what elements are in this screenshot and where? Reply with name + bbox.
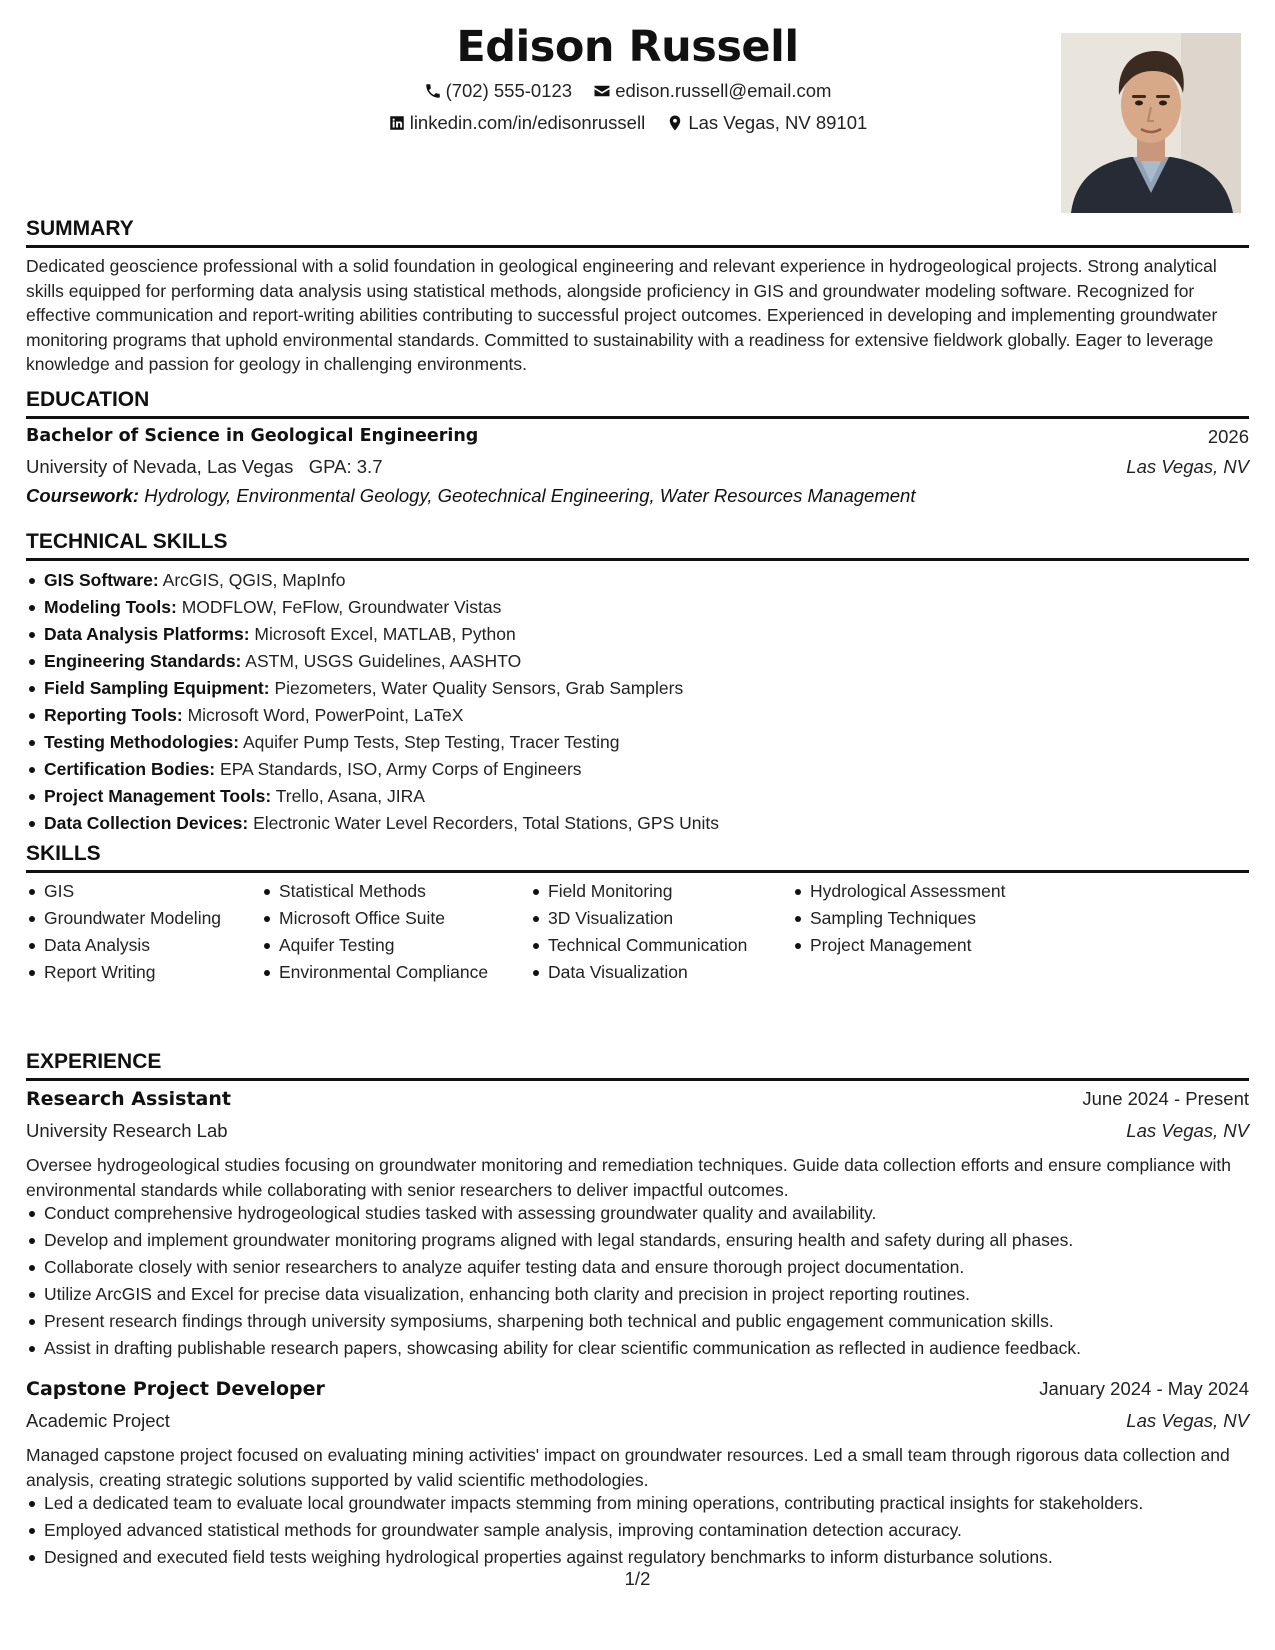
candidate-name: Edison Russell bbox=[456, 22, 799, 72]
list-item: Data Collection Devices: Electronic Water Level Recorders, Total Stations, GPS Units bbox=[26, 810, 1251, 837]
job-1-org: University Research Lab bbox=[26, 1120, 228, 1141]
job-1-bullets bbox=[26, 1200, 1251, 1362]
list-item: Present research findings through university symposiums, sharpening both technical and public engagement communication skills. bbox=[26, 1308, 1251, 1335]
job-2-location: Las Vegas, NV bbox=[1126, 1410, 1249, 1431]
technical-skills-list bbox=[26, 567, 1251, 837]
skills-heading: SKILLS bbox=[26, 842, 101, 865]
skills-column-1 bbox=[26, 878, 221, 986]
job-2-title: Capstone Project Developer bbox=[26, 1378, 325, 1400]
education-divider bbox=[26, 416, 1249, 419]
graduation-year: 2026 bbox=[1207, 426, 1249, 447]
coursework-row bbox=[26, 485, 1249, 507]
list-item: Report Writing bbox=[26, 959, 221, 986]
degree-title: Bachelor of Science in Geological Engineering bbox=[26, 426, 479, 446]
school-location: Las Vegas, NV bbox=[1126, 456, 1249, 477]
location-text: Las Vegas, NV 89101 bbox=[688, 112, 868, 133]
list-item: Utilize ArcGIS and Excel for precise data visualization, enhancing both clarity and precision in project reporting routines. bbox=[26, 1281, 1251, 1308]
list-item: Project Management Tools: Trello, Asana, JIRA bbox=[26, 783, 1251, 810]
list-item: Collaborate closely with senior researchers to analyze aquifer testing data and ensure thorough project documentation. bbox=[26, 1254, 1251, 1281]
list-item: Field Monitoring bbox=[530, 878, 747, 905]
list-item: GIS Software: ArcGIS, QGIS, MapInfo bbox=[26, 567, 1251, 594]
email-text: edison.russell@email.com bbox=[615, 80, 832, 101]
list-item: Conduct comprehensive hydrogeological studies tasked with assessing groundwater quality and availability. bbox=[26, 1200, 1251, 1227]
list-item: 3D Visualization bbox=[530, 905, 747, 932]
phone-text: (702) 555-0123 bbox=[445, 80, 573, 101]
list-item: Engineering Standards: ASTM, USGS Guidelines, AASHTO bbox=[26, 648, 1251, 675]
job-2-title-row bbox=[26, 1378, 1249, 1400]
list-item: Aquifer Testing bbox=[261, 932, 488, 959]
list-item: Modeling Tools: MODFLOW, FeFlow, Groundwater Vistas bbox=[26, 594, 1251, 621]
list-item: Data Analysis bbox=[26, 932, 221, 959]
job-1-location: Las Vegas, NV bbox=[1126, 1120, 1249, 1141]
page-number: 1/2 bbox=[624, 1568, 651, 1589]
skills-column-2 bbox=[261, 878, 488, 986]
list-item: Microsoft Office Suite bbox=[261, 905, 488, 932]
job-1-description: Oversee hydrogeological studies focusing on groundwater monitoring and remediation techniques. Guide data collection efforts and ensure compliance with environmental standards while collaborating with senior researchers to deliver impactful outcomes. bbox=[26, 1155, 1231, 1200]
job-2-dates: January 2024 - May 2024 bbox=[1039, 1378, 1249, 1399]
list-item: Assist in drafting publishable research papers, showcasing ability for clear scientific communication as reflected in audience feedback. bbox=[26, 1335, 1251, 1362]
school-info bbox=[26, 456, 383, 478]
list-item: Led a dedicated team to evaluate local groundwater impacts stemming from mining operations, contributing practical insights for stakeholders. bbox=[26, 1490, 1251, 1517]
summary-divider bbox=[26, 245, 1249, 248]
school-name: University of Nevada, Las Vegas bbox=[26, 456, 294, 477]
education-heading: EDUCATION bbox=[26, 388, 150, 411]
map-pin-icon bbox=[666, 114, 684, 132]
job-1-dates: June 2024 - Present bbox=[1082, 1088, 1249, 1109]
skills-divider bbox=[26, 870, 1249, 873]
list-item: Field Sampling Equipment: Piezometers, Water Quality Sensors, Grab Samplers bbox=[26, 675, 1251, 702]
job-2-bullets bbox=[26, 1490, 1251, 1571]
summary-heading: SUMMARY bbox=[26, 217, 134, 240]
list-item: Environmental Compliance bbox=[261, 959, 488, 986]
list-item: GIS bbox=[26, 878, 221, 905]
list-item: Reporting Tools: Microsoft Word, PowerPoint, LaTeX bbox=[26, 702, 1251, 729]
experience-heading: EXPERIENCE bbox=[26, 1050, 162, 1073]
list-item: Groundwater Modeling bbox=[26, 905, 221, 932]
list-item: Project Management bbox=[792, 932, 1006, 959]
list-item: Certification Bodies: EPA Standards, ISO, Army Corps of Engineers bbox=[26, 756, 1251, 783]
coursework-label: Coursework: bbox=[26, 485, 140, 506]
skills-column-4 bbox=[792, 878, 1006, 959]
job-1-org-row bbox=[26, 1120, 1249, 1142]
job-1-title-row bbox=[26, 1088, 1249, 1110]
list-item: Testing Methodologies: Aquifer Pump Tests, Step Testing, Tracer Testing bbox=[26, 729, 1251, 756]
education-degree-row bbox=[26, 426, 1249, 448]
envelope-icon bbox=[593, 82, 611, 100]
summary-text: Dedicated geoscience professional with a solid foundation in geological engineering and relevant experience in hydrogeological projects. Strong analytical skills equipped for performing data analysis using statistical methods, alongside proficiency in GIS and groundwater modeling software. Recognized for effective communication and report-writing abilities contributing to successful project outcomes. Experienced in developing and implementing groundwater monitoring programs that uphold environmental standards. Committed to sustainability with a readiness for extensive fieldwork globally. Eager to leverage knowledge and passion for geology in challenging environments. bbox=[26, 256, 1218, 374]
list-item: Designed and executed field tests weighing hydrological properties against regulatory benchmarks to inform disturbance solutions. bbox=[26, 1544, 1251, 1571]
list-item: Develop and implement groundwater monitoring programs aligned with legal standards, ensuring health and safety during all phases. bbox=[26, 1227, 1251, 1254]
education-school-row bbox=[26, 456, 1249, 478]
contact-location bbox=[666, 112, 867, 134]
list-item: Data Analysis Platforms: Microsoft Excel, MATLAB, Python bbox=[26, 621, 1251, 648]
contact-phone bbox=[424, 80, 573, 102]
gpa: GPA: 3.7 bbox=[308, 456, 383, 477]
technical-skills-heading: TECHNICAL SKILLS bbox=[26, 530, 228, 553]
list-item: Sampling Techniques bbox=[792, 905, 1006, 932]
experience-divider bbox=[26, 1078, 1249, 1081]
contact-email[interactable] bbox=[593, 80, 831, 102]
job-2-org: Academic Project bbox=[26, 1410, 170, 1431]
list-item: Technical Communication bbox=[530, 932, 747, 959]
skills-column-3 bbox=[530, 878, 747, 986]
phone-icon bbox=[424, 82, 442, 100]
linkedin-icon bbox=[388, 114, 406, 132]
list-item: Statistical Methods bbox=[261, 878, 488, 905]
coursework-list: Hydrology, Environmental Geology, Geotechnical Engineering, Water Resources Management bbox=[144, 485, 916, 506]
job-2-org-row bbox=[26, 1410, 1249, 1432]
job-2-description: Managed capstone project focused on evaluating mining activities' impact on groundwater resources. Led a small team through rigorous data collection and analysis, creating strategic solutions supported by valid scientific methodologies. bbox=[26, 1445, 1230, 1490]
linkedin-text: linkedin.com/in/edisonrussell bbox=[409, 112, 646, 133]
job-1-title: Research Assistant bbox=[26, 1088, 231, 1110]
list-item: Hydrological Assessment bbox=[792, 878, 1006, 905]
technical-skills-divider bbox=[26, 558, 1249, 561]
list-item: Employed advanced statistical methods for groundwater sample analysis, improving contamination detection accuracy. bbox=[26, 1517, 1251, 1544]
contact-linkedin[interactable] bbox=[388, 112, 645, 134]
list-item: Data Visualization bbox=[530, 959, 747, 986]
profile-photo bbox=[1061, 33, 1241, 213]
